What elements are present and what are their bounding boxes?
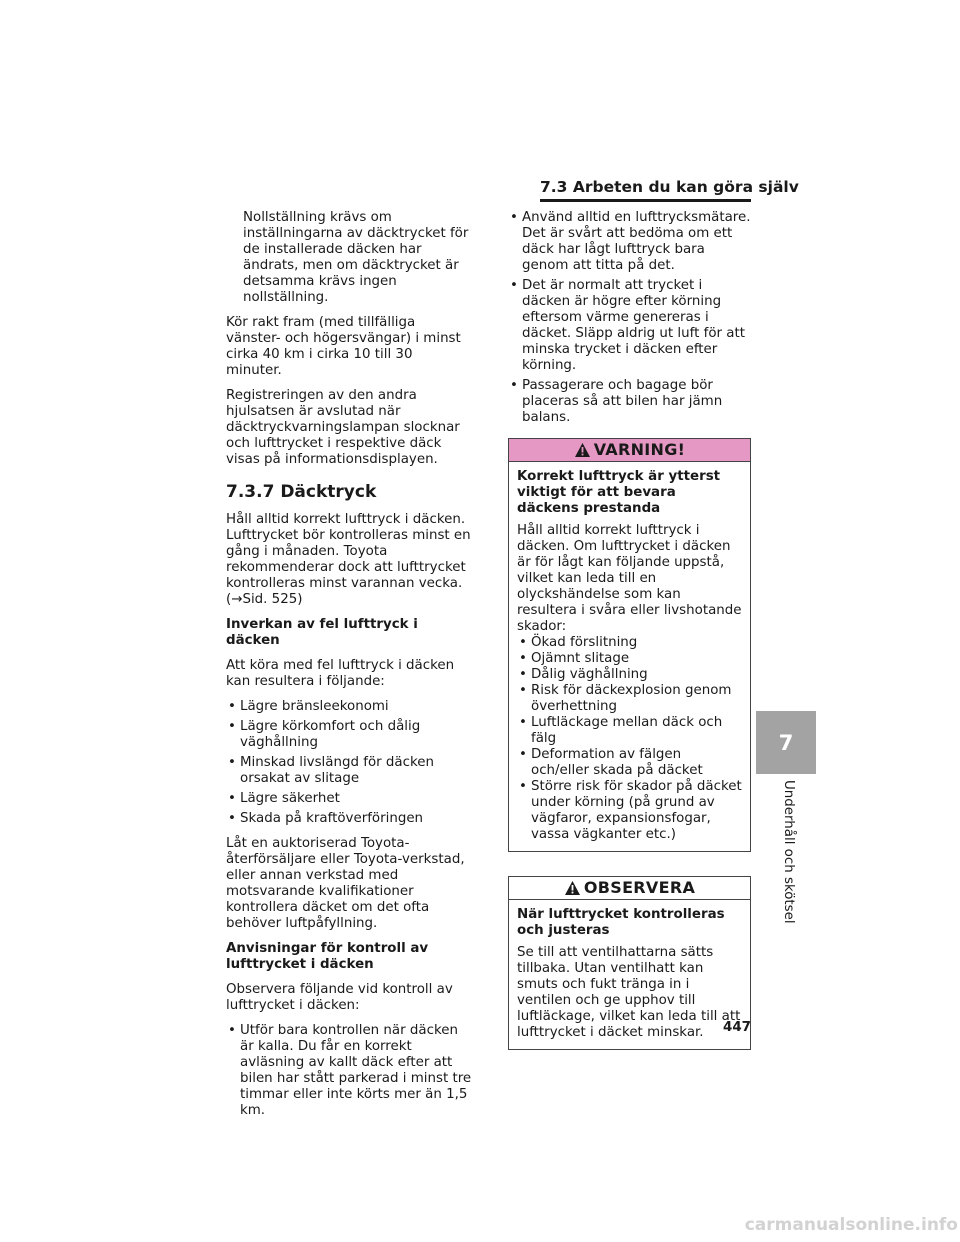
effects-subheading: Inverkan av fel lufttryck i däcken	[226, 617, 418, 648]
effects-list	[226, 699, 472, 827]
list-item: • Minskad livslängd för däcken orsakat av slitage	[226, 755, 472, 787]
watermark: carmanualsonline.info	[744, 1215, 958, 1235]
warning-title: VARNING!	[593, 440, 686, 459]
right-column	[508, 210, 751, 1074]
list-item: • Risk för däckexplosion genom överhettning	[517, 683, 742, 715]
registration-paragraph: Registreringen av den andra hjulsatsen är avslutad när däcktryckvarningslampan slocknar och lufttrycket i respektive däck visas på informationsdisplayen.	[226, 388, 460, 467]
observe-paragraph: Observera följande vid kontroll av lufttrycket i däcken:	[226, 982, 453, 1013]
warning-subtitle: Korrekt lufttryck är ytterst viktigt för att bevara däckens prestanda	[517, 469, 721, 516]
notice-header	[509, 877, 750, 900]
notice-title: OBSERVERA	[583, 878, 696, 897]
list-item: • Skada på kraftöverföringen	[226, 811, 472, 827]
chapter-label: Underhåll och skötsel	[781, 780, 796, 924]
notice-text: Se till att ventilhattarna sätts tillbaka. Utan ventilhatt kan smuts och fukt tränga in i ventilen och ge upphov till luftläckage, vilket kan leda till att lufttrycket i däcket minskar.	[517, 945, 741, 1040]
warning-list	[517, 635, 742, 843]
warning-text: Håll alltid korrekt lufttryck i däcken. Om lufttrycket i däcken är för lågt kan följande uppstå, vilket kan leda till en olyckshändelse som kan resultera i svåra eller livshotande skador:	[517, 523, 742, 634]
list-item: • Det är normalt att trycket i däcken är högre efter körning eftersom värme genereras i däcket. Släpp aldrig ut luft för att minska trycket i däcken efter körning.	[508, 278, 751, 374]
instructions-list	[226, 1023, 472, 1119]
reset-note-paragraph: Nollställning krävs om inställningarna av däcktrycket för de installerade däcken har ändrats, men om däcktrycket är detsamma krävs ingen nollställning.	[243, 210, 469, 305]
list-item: • Ökad förslitning	[517, 635, 742, 651]
list-item: • Lägre körkomfort och dålig väghållning	[226, 719, 472, 751]
list-item: • Luftläckage mellan däck och fälg	[517, 715, 742, 747]
section-header: 7.3 Arbeten du kan göra själv	[540, 178, 799, 196]
list-item: • Använd alltid en lufttrycksmätare. Det är svårt att bedöma om ett däck har lågt lufttryck bara genom att titta på det.	[508, 210, 751, 274]
list-item: • Ojämnt slitage	[517, 651, 742, 667]
instructions-list-continued	[508, 210, 751, 426]
left-column	[226, 210, 472, 1128]
chapter-tab: 7	[756, 711, 816, 774]
effects-paragraph: Att köra med fel lufttryck i däcken kan resultera i följande:	[226, 658, 455, 689]
list-item: • Dålig väghållning	[517, 667, 742, 683]
notice-triangle-icon	[564, 880, 581, 896]
list-item: • Lägre säkerhet	[226, 791, 472, 807]
list-item: • Deformation av fälgen och/eller skada på däcket	[517, 747, 742, 779]
list-item: • Större risk för skador på däcket under körning (på grund av vägfaror, expansionsfogar, vassa vägkanter etc.)	[517, 779, 742, 843]
page-number: 447	[723, 1020, 751, 1035]
section-heading: 7.3.7 Däcktryck	[226, 482, 377, 502]
instructions-subheading: Anvisningar för kontroll av lufttrycket i däcken	[226, 941, 429, 972]
warning-body	[509, 462, 750, 851]
list-item: • Passagerare och bagage bör placeras så att bilen har jämn balans.	[508, 378, 751, 426]
warning-triangle-icon	[574, 442, 591, 458]
intro-paragraph: Håll alltid korrekt lufttryck i däcken. Lufttrycket bör kontrolleras minst en gång i månaden. Toyota rekommenderar dock att lufttrycket kontrolleras minst varannan vecka. (→Sid. 525)	[226, 512, 471, 607]
notice-subtitle: När lufttrycket kontrolleras och justeras	[517, 907, 725, 938]
list-item: • Utför bara kontrollen när däcken är kalla. Du får en korrekt avläsning av kallt däck efter att bilen har stått parkerad i minst tre timmar eller inte körts mer än 1,5 km.	[226, 1023, 472, 1119]
drive-paragraph: Kör rakt fram (med tillfälliga vänster- och högersvängar) i minst cirka 40 km i cirka 10 till 30 minuter.	[226, 315, 461, 378]
header-rule	[540, 199, 751, 202]
warning-header	[509, 439, 750, 462]
dealer-paragraph: Låt en auktoriserad Toyota-återförsäljare eller Toyota-verkstad, eller annan verkstad med motsvarande kvalifikationer kontrollera däcket om det ofta behöver luftpåfyllning.	[226, 836, 465, 931]
list-item: • Lägre bränsleekonomi	[226, 699, 472, 715]
warning-box	[508, 438, 751, 852]
